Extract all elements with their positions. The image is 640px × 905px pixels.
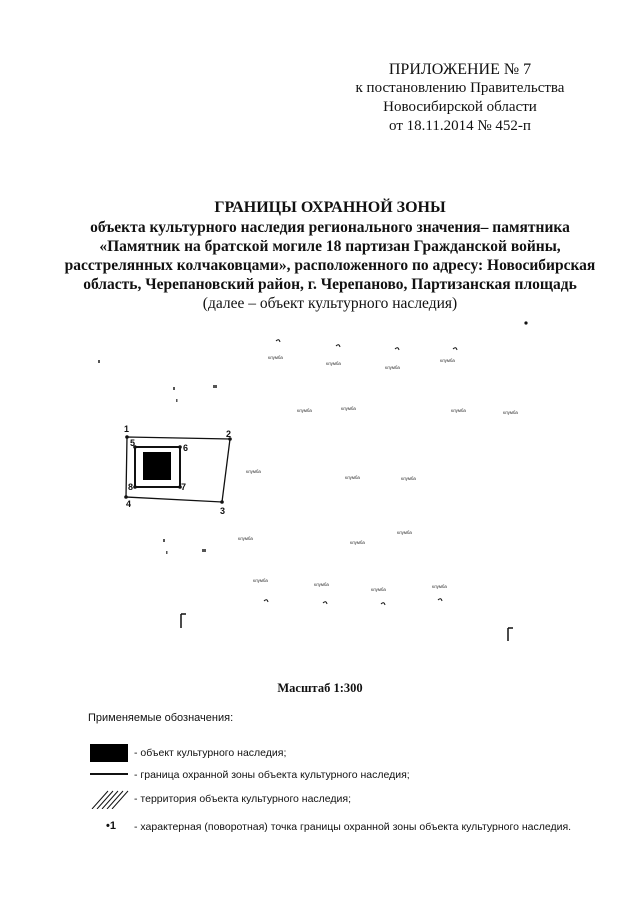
flowerbed-label: клумба <box>246 469 261 474</box>
legend-text-territory: - территория объекта культурного наследия; <box>134 793 352 805</box>
lamp-post-icon <box>508 628 513 641</box>
site-plan-drawing <box>0 315 640 675</box>
point-label-4: 4 <box>126 499 132 509</box>
point-label-1: 1 <box>124 424 130 434</box>
flowerbed-label: клумба <box>345 475 360 480</box>
map-speck <box>173 387 175 390</box>
point-marker-sample: •1 <box>106 820 116 832</box>
heading-line-2: «Памятник на братской могиле 18 партизан Гражданской войны, <box>99 238 561 255</box>
flowerbed-label: клумба <box>371 587 386 592</box>
legend-item-object <box>88 744 618 766</box>
flowerbed-label: клумба <box>503 410 518 415</box>
point-label-5: 5 <box>130 438 136 448</box>
heading-line-1: объекта культурного наследия регионального значения– памятника <box>90 219 570 236</box>
map-speck <box>524 321 527 324</box>
boundary-points <box>124 435 232 504</box>
map-speck <box>166 551 168 554</box>
boundary-line-icon <box>88 766 128 784</box>
lamp-post-icon <box>181 614 186 628</box>
flowerbed-label: клумба <box>432 584 447 589</box>
point-marker-8 <box>133 485 137 489</box>
point-label-7: 7 <box>181 482 187 492</box>
heading-line-3: расстрелянных колчаковцами», расположенного по адресу: Новосибирская <box>64 257 596 274</box>
flowerbed-label: клумба <box>341 406 356 411</box>
document-title: ГРАНИЦЫ ОХРАННОЙ ЗОНЫ <box>214 199 446 216</box>
legend-item-territory <box>88 790 618 812</box>
appendix-line-3: от 18.11.2014 № 452-п <box>389 118 531 134</box>
appendix-line-1: к постановлению Правительства <box>355 80 565 96</box>
flowerbed-label: клумба <box>297 408 312 413</box>
appendix-title: ПРИЛОЖЕНИЕ № 7 <box>388 61 532 78</box>
flowerbed-label: клумба <box>238 536 253 541</box>
map-speck <box>98 360 100 363</box>
flowerbed-label: клумба <box>451 408 466 413</box>
legend-text-boundary: - граница охранной зоны объекта культурного наследия; <box>134 769 410 781</box>
tree-icon <box>381 603 385 605</box>
legend-title: Применяемые обозначения: <box>88 712 234 724</box>
tree-icon <box>453 348 457 350</box>
map-speck <box>163 539 165 542</box>
legend-item-point <box>88 818 618 840</box>
map-speck <box>176 399 178 402</box>
tree-icon <box>395 348 399 350</box>
point-marker-1 <box>125 435 129 439</box>
appendix-line-2: Новосибирской области <box>383 99 537 115</box>
flowerbed-label: клумба <box>268 355 283 360</box>
flowerbed-label: клумба <box>326 361 341 366</box>
point-marker-icon <box>88 818 128 836</box>
point-label-8: 8 <box>128 482 134 492</box>
heading-line-5: (далее – объект культурного наследия) <box>202 295 458 312</box>
point-marker-3 <box>220 500 224 504</box>
site-plan <box>0 315 640 675</box>
point-label-3: 3 <box>220 506 226 516</box>
point-label-6: 6 <box>183 443 189 453</box>
appendix-block <box>340 60 580 136</box>
flowerbed-label: клумба <box>440 358 455 363</box>
flowerbed-label: клумба <box>401 476 416 481</box>
filled-rectangle-icon <box>88 744 128 762</box>
flowerbed-label: клумба <box>385 365 400 370</box>
tree-icon <box>323 602 327 604</box>
point-marker-6 <box>178 445 182 449</box>
heritage-object <box>143 452 171 480</box>
legend-text-point: - характерная (поворотная) точка границы охранной зоны объекта культурного наследия. <box>134 821 572 833</box>
flowerbed-label: клумба <box>397 530 412 535</box>
flowerbed-label: клумба <box>253 578 268 583</box>
heading-line-4: область, Черепановский район, г. Черепаново, Партизанская площадь <box>83 276 577 293</box>
tree-icon <box>336 345 340 347</box>
legend-item-boundary <box>88 766 618 788</box>
map-speck <box>202 549 206 552</box>
map-speck <box>213 385 217 388</box>
legend-text-object: - объект культурного наследия; <box>134 747 287 759</box>
hatched-area-icon <box>88 790 128 808</box>
flowerbed-label: клумба <box>314 582 329 587</box>
point-label-2: 2 <box>226 429 232 439</box>
document-heading <box>60 198 600 314</box>
flowerbed-label: клумба <box>350 540 365 545</box>
tree-icon <box>276 340 280 342</box>
tree-icon <box>438 599 442 601</box>
map-scale: Масштаб 1:300 <box>277 681 363 695</box>
tree-icon <box>264 600 268 602</box>
